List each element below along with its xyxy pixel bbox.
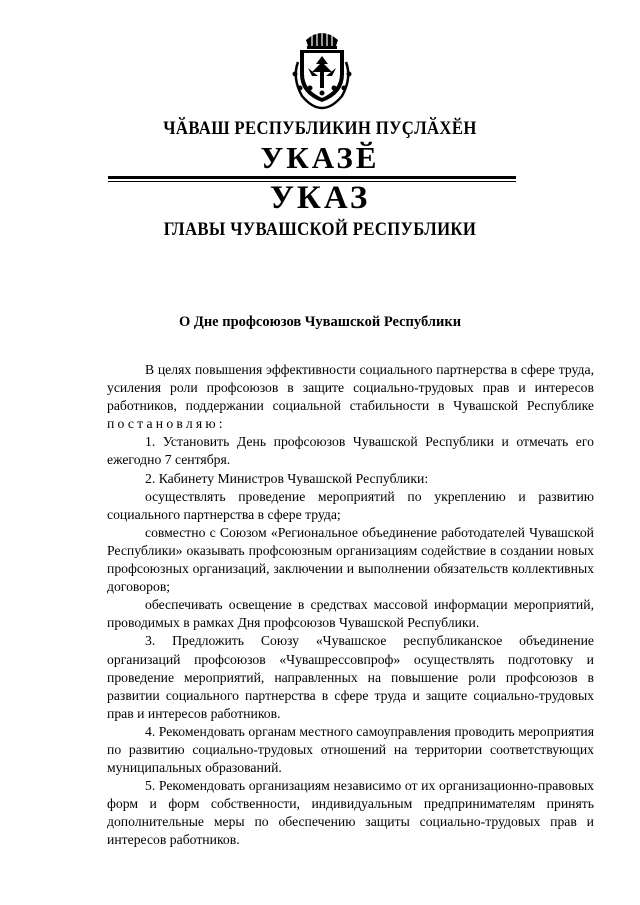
document-title: О Дне профсоюзов Чувашской Республики <box>178 314 462 330</box>
paragraph-2: 2. Кабинету Министров Чувашской Республики: <box>145 470 429 486</box>
paragraph-3: 3. Предложить Союзу «Чувашское республиканское объединение организаций профсоюзов «Чувашрессовпроф» осуществлять подготовку и проведение мероприятий, направленных на повышение роли профсоюзов в развитии социального партнерства в сфере труда и защите социально-трудовых прав и интересов работников. <box>107 633 594 721</box>
header-ukaze: УКАЗӖ <box>260 140 380 175</box>
coat-of-arms-emblem <box>290 22 354 112</box>
paragraph-1: 1. Установить День профсоюзов Чувашской Республики и отмечать его ежегодно 7 сентября. <box>107 434 594 468</box>
paragraph-2b: совместно с Союзом «Региональное объединение работодателей Чувашской Республики» оказывать профсоюзным организациям содействие в создании новых профсоюзных организаций, заключении и выполнении обязательств коллективных договоров; <box>107 524 594 595</box>
preamble-text: В целях повышения эффективности социального партнерства в сфере труда, усиления роли профсоюзов в защите социально-трудовых прав и интересов работников, поддержании социальной стабильности в Чувашской Республике <box>107 362 594 414</box>
paragraph-5: 5. Рекомендовать организациям независимо от их организационно-правовых форм и форм собственности, индивидуальным предпринимателям принять дополнительные меры по обеспечению защиты социально-трудовых прав и интересов работников. <box>107 778 594 848</box>
document-body <box>107 361 594 850</box>
paragraph-2c: обеспечивать освещение в средствах массовой информации мероприятий, проводимых в рамках Дня профсоюзов Чувашской Республики. <box>107 597 594 631</box>
preamble-decree-word: постановляю: <box>107 416 226 432</box>
header-ukaz: УКАЗ <box>269 180 371 216</box>
paragraph-2a: осуществлять проведение мероприятий по укреплению и развитию социального партнерства в сфере труда; <box>107 488 594 522</box>
paragraph-preamble <box>107 361 594 433</box>
header-divider-thick <box>108 176 516 179</box>
header-chuvash-line: ЧӐВАШ РЕСПУБЛИКИН ПУҪЛӐХӖН <box>163 118 477 139</box>
paragraph-4: 4. Рекомендовать органам местного самоуправления проводить мероприятия по развитию социально-трудовых отношений на территории соответствующих муниципальных образований. <box>107 723 594 776</box>
header-russian-line: ГЛАВЫ ЧУВАШСКОЙ РЕСПУБЛИКИ <box>163 219 477 240</box>
